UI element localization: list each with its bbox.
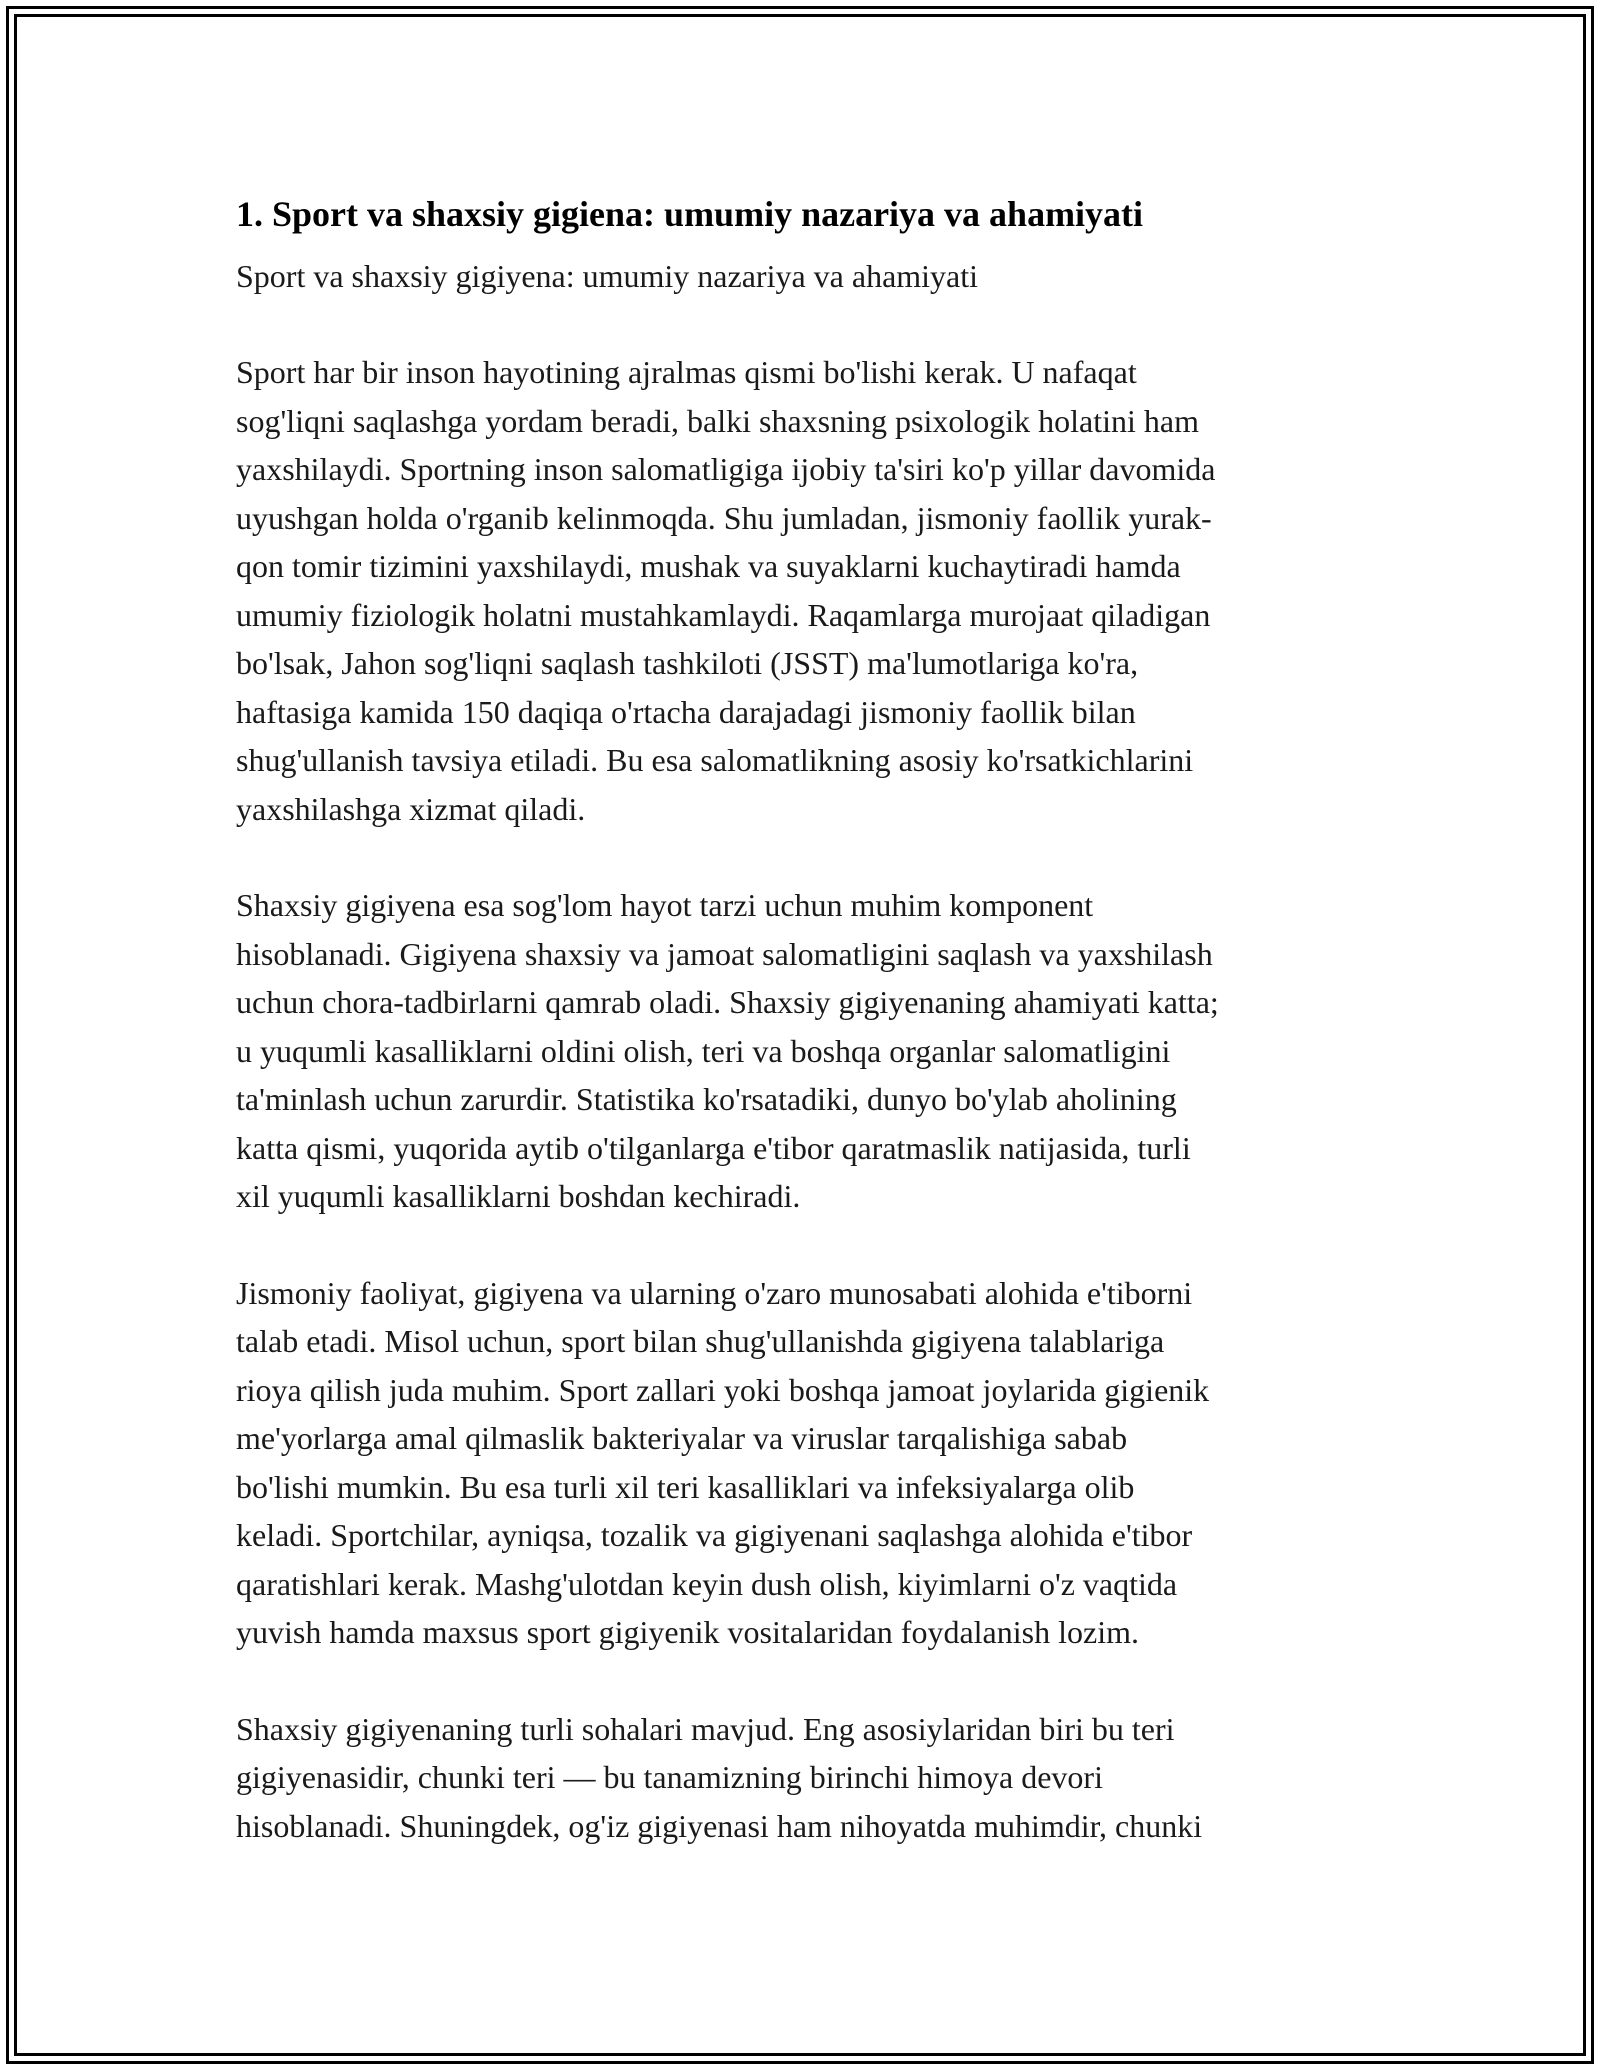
text-line: shug'ullanish tavsiya etiladi. Bu esa salomatlikning asosiy ko'rsatkichlarini xyxy=(236,742,1194,778)
text-line: xil yuqumli kasalliklarni boshdan kechiradi. xyxy=(236,1178,801,1214)
text-line: haftasiga kamida 150 daqiqa o'rtacha darajadagi jismoniy faollik bilan xyxy=(236,693,1136,730)
text-line: bo'lishi mumkin. Bu esa turli xil teri kasalliklari va infeksiyalarga olib xyxy=(236,1468,1135,1505)
text-line: Shaxsiy gigiyena esa sog'lom hayot tarzi uchun muhim komponent xyxy=(236,887,1094,923)
text-line: u yuqumli kasalliklarni oldini olish, teri va boshqa organlar salomatligini xyxy=(236,1032,1171,1069)
text-line: katta qismi, yuqorida aytib o'tilganlarga e'tibor qaratmaslik natijasida, turli xyxy=(236,1129,1191,1166)
text-line: keladi. Sportchilar, ayniqsa, tozalik va gigiyenani saqlashga alohida e'tibor xyxy=(236,1517,1193,1553)
text-line: bo'lsak, Jahon sog'liqni saqlash tashkiloti (JSST) ma'lumotlariga ko'ra, xyxy=(236,645,1139,681)
text-line: Jismoniy faoliyat, gigiyena va ularning o'zaro munosabati alohida e'tiborni xyxy=(236,1274,1193,1311)
section-heading: 1. Sport va shaxsiy gigiena: umumiy nazariya va ahamiyati xyxy=(236,194,1144,234)
document-body xyxy=(236,190,1366,1850)
text-line: Sport har bir inson hayotining ajralmas qismi bo'lishi kerak. U nafaqat xyxy=(236,354,1137,390)
text-line: umumiy fiziologik holatni mustahkamlaydi. Raqamlarga murojaat qiladigan xyxy=(236,596,1211,633)
text-line: sog'liqni saqlashga yordam beradi, balki shaxsning psixologik holatini ham xyxy=(236,402,1199,439)
text-line: Shaxsiy gigiyenaning turli sohalari mavjud. Eng asosiylaridan biri bu teri xyxy=(236,1710,1175,1747)
text-line: yuvish hamda maxsus sport gigiyenik vositalaridan foydalanish lozim. xyxy=(236,1614,1139,1650)
text-line: talab etadi. Misol uchun, sport bilan shug'ullanishda gigiyena talablariga xyxy=(236,1323,1165,1359)
paragraph xyxy=(236,881,1366,1221)
text-line: gigiyenasidir, chunki teri — bu tanamizning birinchi himoya devori xyxy=(236,1759,1103,1795)
text-line: qon tomir tizimini yaxshilaydi, mushak va suyaklarni kuchaytiradi hamda xyxy=(236,548,1181,584)
text-line: ta'minlash uchun zarurdir. Statistika ko'rsatadiki, dunyo bo'ylab aholining xyxy=(236,1081,1177,1117)
text-line: rioya qilish juda muhim. Sport zallari yoki boshqa jamoat joylarida gigienik xyxy=(236,1371,1210,1408)
text-line: uyushgan holda o'rganib kelinmoqda. Shu jumladan, jismoniy faollik yurak- xyxy=(236,499,1212,536)
section-subheading: Sport va shaxsiy gigiyena: umumiy nazariya va ahamiyati xyxy=(236,258,979,294)
text-line: yaxshilashga xizmat qiladi. xyxy=(236,790,586,827)
text-line: yaxshilaydi. Sportning inson salomatligiga ijobiy ta'siri ko'p yillar davomida xyxy=(236,451,1216,487)
text-line: uchun chora-tadbirlarni qamrab oladi. Shaxsiy gigiyenaning ahamiyati katta; xyxy=(236,984,1219,1020)
text-line: hisoblanadi. Shuningdek, og'iz gigiyenasi ham nihoyatda muhimdir, chunki xyxy=(236,1807,1203,1844)
text-line: hisoblanadi. Gigiyena shaxsiy va jamoat salomatligini saqlash va yaxshilash xyxy=(236,935,1213,972)
paragraph xyxy=(236,1705,1366,1851)
paragraph xyxy=(236,348,1366,833)
text-line: me'yorlarga amal qilmaslik bakteriyalar va viruslar tarqalishiga sabab xyxy=(236,1420,1128,1456)
paragraph xyxy=(236,1269,1366,1657)
text-line: qaratishlari kerak. Mashg'ulotdan keyin dush olish, kiyimlarni o'z vaqtida xyxy=(236,1565,1178,1602)
